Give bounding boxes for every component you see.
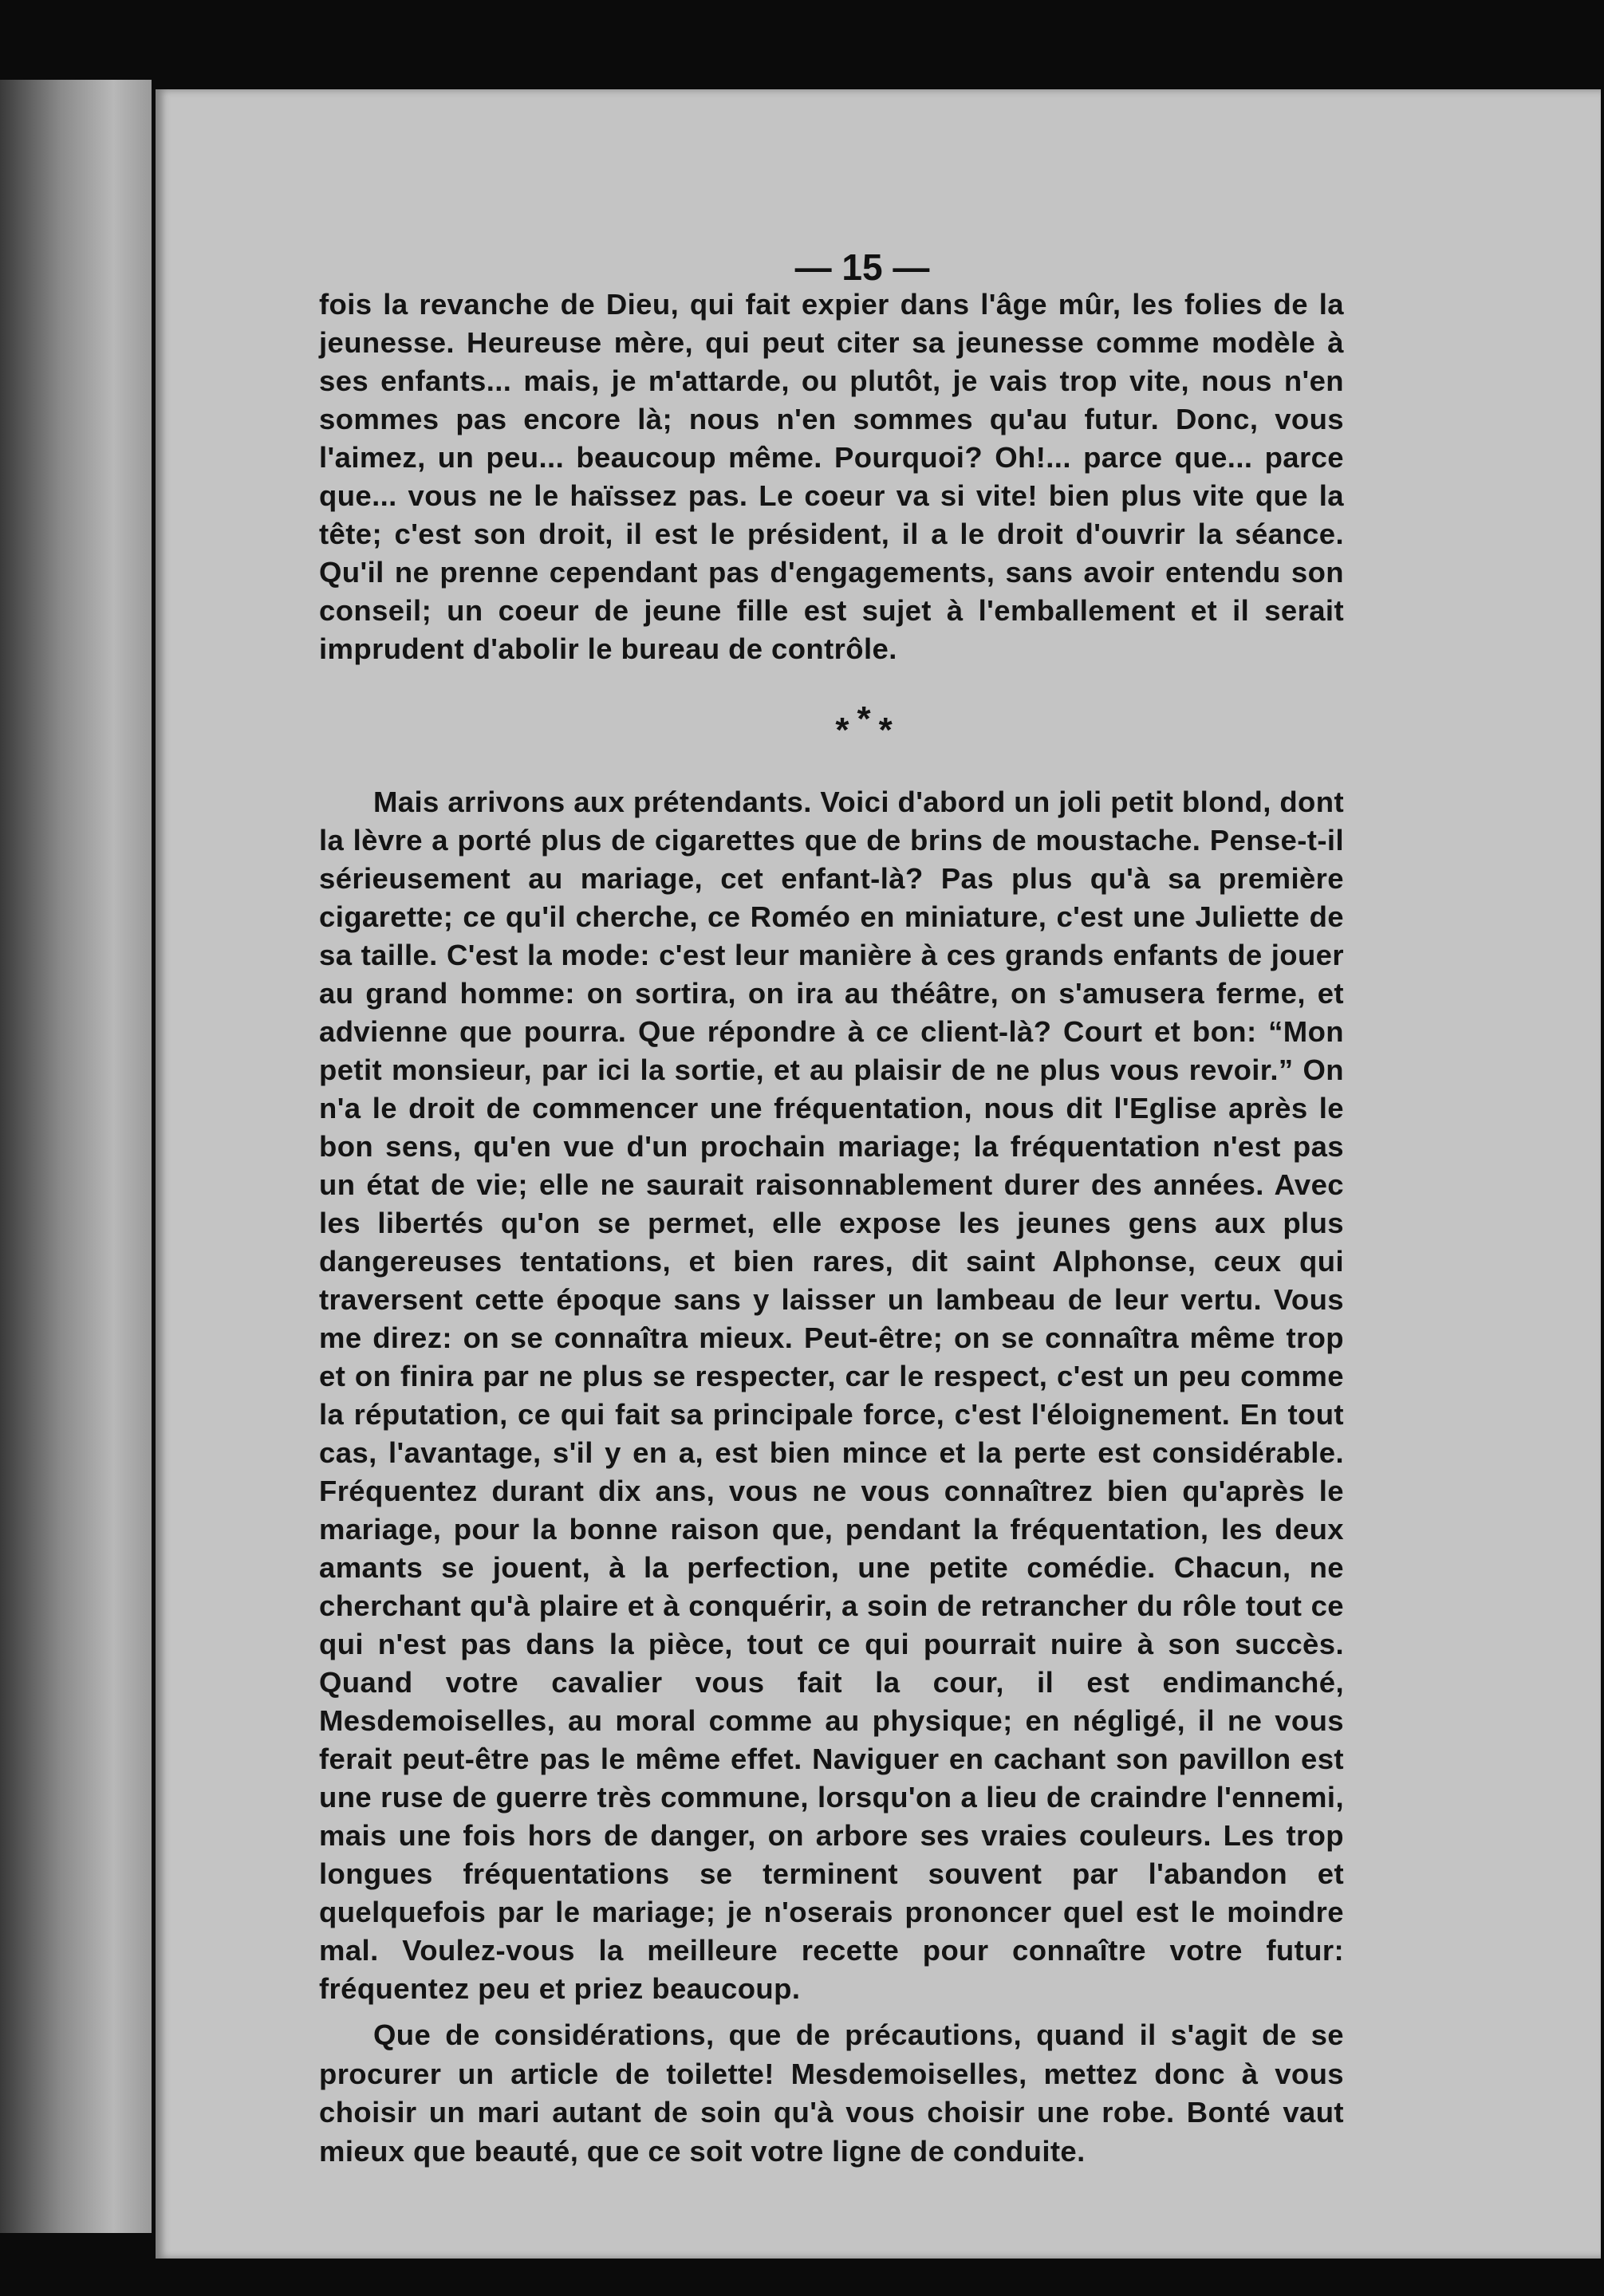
paragraph-continued: fois la revanche de Dieu, qui fait expier dans l'âge mûr, les folies de la jeunesse. Heureuse mère, qui peut citer sa jeunesse comme modèle à ses enfants... mais, je m'attarde, ou plutôt, je vais trop vite, nous n'en sommes pas encore là; nous n'en sommes qu'au futur. Donc, vous l'aimez, un peu... beaucoup même. Pourquoi? Oh!... parce que... parce que... vous ne le haïssez pas. Le coeur va si vite! bien plus vite que la tête; c'est son droit, il est le président, il a le droit d'ouvrir la séance. Qu'il ne prenne cependant pas d'engagements, sans avoir entendu son conseil; un coeur de jeune fille est sujet à l'emballement et il serait imprudent d'abolir le bureau de contrôle. bbox=[319, 288, 1344, 665]
separator-asterisk: * bbox=[835, 711, 849, 750]
page-number: — 15 — bbox=[794, 246, 930, 288]
book-page bbox=[156, 89, 1601, 2259]
separator-asterisk: * bbox=[857, 699, 871, 738]
paragraph-block bbox=[319, 783, 1344, 2008]
separator-asterisk: * bbox=[878, 711, 893, 750]
section-separator bbox=[141, 699, 1586, 750]
paragraph-block bbox=[319, 2016, 1344, 2171]
paragraph-conclusion: Que de considérations, que de précautions, quand il s'agit de se procurer un article de toilette! Mesdemoiselles, mettez donc à vous choisir un mari autant de soin qu'à vous choisir une robe. Bonté vaut mieux que beauté, que ce soit votre ligne de conduite. bbox=[319, 2018, 1344, 2168]
previous-page-edge bbox=[0, 80, 152, 2233]
paragraph-pretendants: Mais arrivons aux prétendants. Voici d'abord un joli petit blond, dont la lèvre a porté plus de cigarettes que de brins de moustache. Pense-t-il sérieusement au mariage, cet enfant-là? Pas plus qu'à sa première cigarette; ce qu'il cherche, ce Roméo en miniature, c'est une Juliette de sa taille. C'est la mode: c'est leur manière à ces grands enfants de jouer au grand homme: on sortira, on ira au théâtre, on s'amusera ferme, et advienne que pourra. Que répondre à ce client-là? Court et bon: “Mon petit monsieur, par ici la sortie, et au plaisir de ne plus vous revoir.” On n'a le droit de commencer une fréquentation, nous dit l'Eglise après le bon sens, qu'en vue d'un prochain mariage; la fréquentation n'est pas un état de vie; elle ne saurait raisonnablement durer des années. Avec les libertés qu'on se permet, elle expose les jeunes gens aux plus dangereuses tentations, et bien rares, dit saint Alphonse, ceux qui traversent cette époque sans y laisser un lambeau de leur vertu. Vous me direz: on se connaîtra mieux. Peut-être; on se connaîtra même trop et on finira par ne plus se respecter, car le respect, c'est un peu comme la réputation, ce qui fait sa principale force, c'est l'éloignement. En tout cas, l'avantage, s'il y en a, est bien mince et la perte est considérable. Fréquentez durant dix ans, vous ne vous connaîtrez bien qu'après le mariage, pour la bonne raison que, pendant la fréquentation, les deux amants se jouent, à la perfection, une petite comédie. Chacun, ne cherchant qu'à plaire et à conquérir, a soin de retrancher du rôle tout ce qui n'est pas dans la pièce, tout ce qui pourrait nuire à son succès. Quand votre cavalier vous fait la cour, il est endimanché, Mesdemoiselles, au moral comme au physique; en négligé, il ne vous ferait peut-être pas le même effet. Naviguer en cachant son pavillon est une ruse de guerre très commune, lorsqu'on a lieu de craindre l'ennemi, mais une fois hors de danger, on arbore ses vraies couleurs. Les trop longues fréquentations se terminent souvent par l'abandon et quelquefois par le mariage; je n'oserais prononcer quel est le moindre mal. Voulez-vous la meilleure recette pour connaître votre futur: fréquentez peu et priez beaucoup. bbox=[319, 786, 1344, 2005]
